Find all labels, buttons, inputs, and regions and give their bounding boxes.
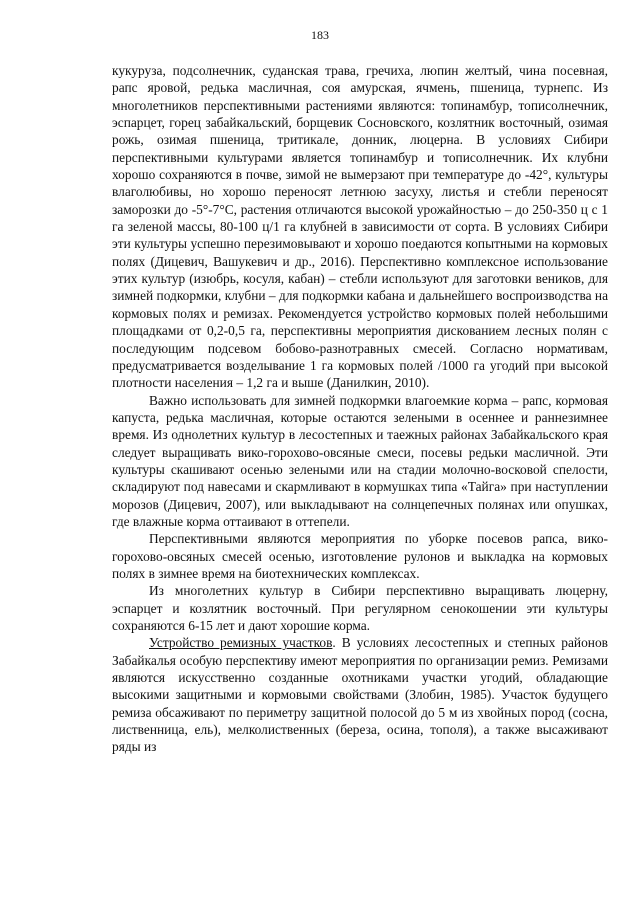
body-text (112, 62, 608, 756)
paragraph-4: Из многолетних культур в Сибири перспективно выращивать люцерну, эспарцет и козлятник восточный. При регулярном сенокошении эти культуры сохраняются 6-15 лет и дают хорошие корма. (112, 583, 608, 633)
page-number: 183 (311, 28, 329, 42)
paragraph-1: кукуруза, подсолнечник, суданская трава, гречиха, люпин желтый, чина посевная, рапс яровой, редька масличная, соя амурская, ячмень, пшеница, турнепс. Из многолетников перспективными растениями являются: топинамбур, тописолнечник, эспарцет, горец забайкальский, борщевик Сосновского, козлятник восточный, озимая рожь, озимая пшеница, тритикале, донник, люцерна. В условиях Сибири перспективными культурами является топинамбур и тописолнечник. Их клубни хорошо сохраняются в почве, зимой не вымерзают при температуре до -42°, культуры влаголюбивы, но хорошо переносят летнюю засуху, листья и стебли переносят заморозки до -5°-7°С, растения отличаются высокой урожайностью – до 250-350 ц с 1 га зеленой массы, 80-100 ц/1 га клубней в зависимости от сорта. В условиях Сибири эти культуры успешно перезимовывают и хорошо поедаются копытными на кормовых полях (Дицевич, Вашукевич и др., 2016). Перспективно комплексное использование этих культур (изюбрь, косуля, кабан) – стебли используют для заготовки веников, для зимней подкормки, клубни – для подкормки кабана и дальнейшего воспроизводства на кормовых полях и ремизах. Рекомендуется устройство кормовых полей небольшими площадками от 0,2-0,5 га, перспективны мероприятия дискованием лесных полян с последующим подсевом бобово-разнотравных смесей. Согласно нормативам, предусматривается возделывание 1 га кормовых полей /1000 га угодий при высокой плотности населения – 1,2 га и выше (Данилкин, 2010). (112, 63, 609, 391)
paragraph-5-text: . В условиях лесостепных и степных районов Забайкалья особую перспективу имеют мероприятия по организации ремиз. Ремизами являются искусственно созданные охотниками участки угодий, обладающие высокими защитными и кормовыми свойствами (Злобин, 1985). Участок будущего ремиза обсаживают по периметру защитной полосой до 5 м из хвойных пород (сосна, лиственница, ель), мелколиственных (береза, осина, тополя), а также высаживают ряды из (112, 635, 608, 755)
paragraph-5 (112, 634, 608, 755)
section-heading-remizy: Устройство ремизных участков (149, 635, 333, 651)
paragraph-2: Важно использовать для зимней подкормки влагоемкие корма – рапс, кормовая капуста, редька масличная, которые остаются зелеными в осеннее и раннезимнее время. Из однолетних культур в лесостепных и таежных районах Забайкальского края следует выращивать вико-горохово-овсяные смеси, посевы редьки масличной. Эти культуры скашивают осенью зелеными или на стадии молочно-восковой спелости, складируют под навесами и скармливают в кормушках типа «Тайга» при наступлении морозов (Дицевич, 2007), или выкладывают на солнцепечных полянах или опушках, где влажные корма оттаивают в оттепели. (112, 392, 608, 529)
paragraph-3: Перспективными являются мероприятия по уборке посевов рапса, вико-горохово-овсяных смесей осенью, изготовление рулонов и выкладка на кормовых полях в зимнее время на биотехнических комплексах. (112, 531, 608, 581)
